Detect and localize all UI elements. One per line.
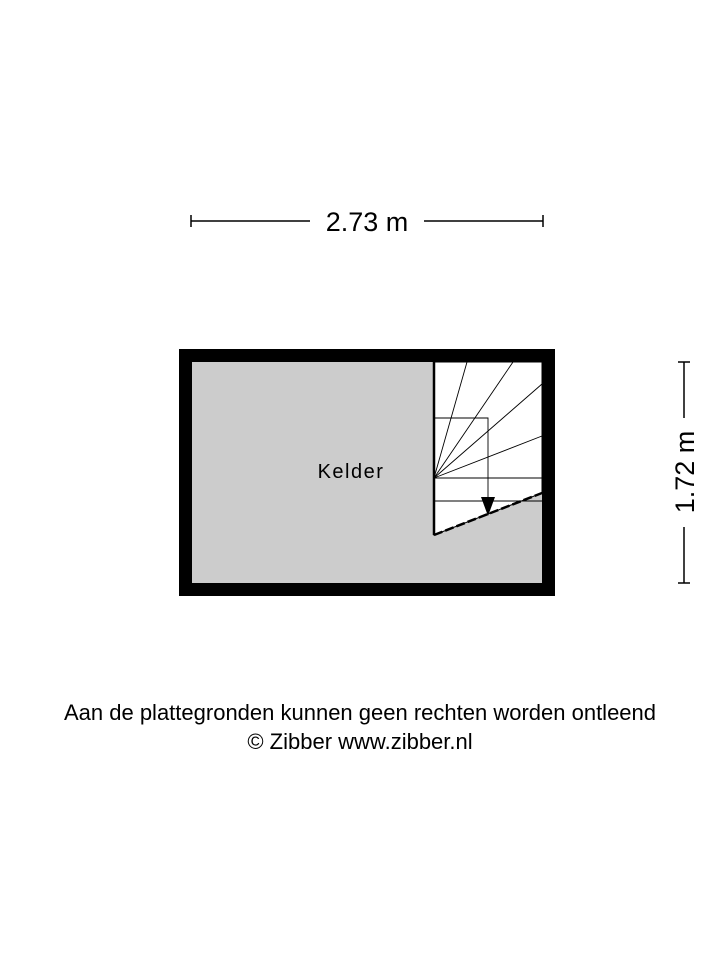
width-dimension-label: 2.73 m — [325, 207, 409, 237]
copyright-text: © Zibber www.zibber.nl — [247, 729, 473, 754]
disclaimer-text: Aan de plattegronden kunnen geen rechten worden ontleend — [63, 700, 657, 725]
height-dimension — [670, 362, 700, 583]
width-dimension — [191, 207, 543, 237]
room-label-kelder: Kelder — [317, 461, 385, 483]
height-dimension-label: 1.72 m — [670, 430, 700, 514]
